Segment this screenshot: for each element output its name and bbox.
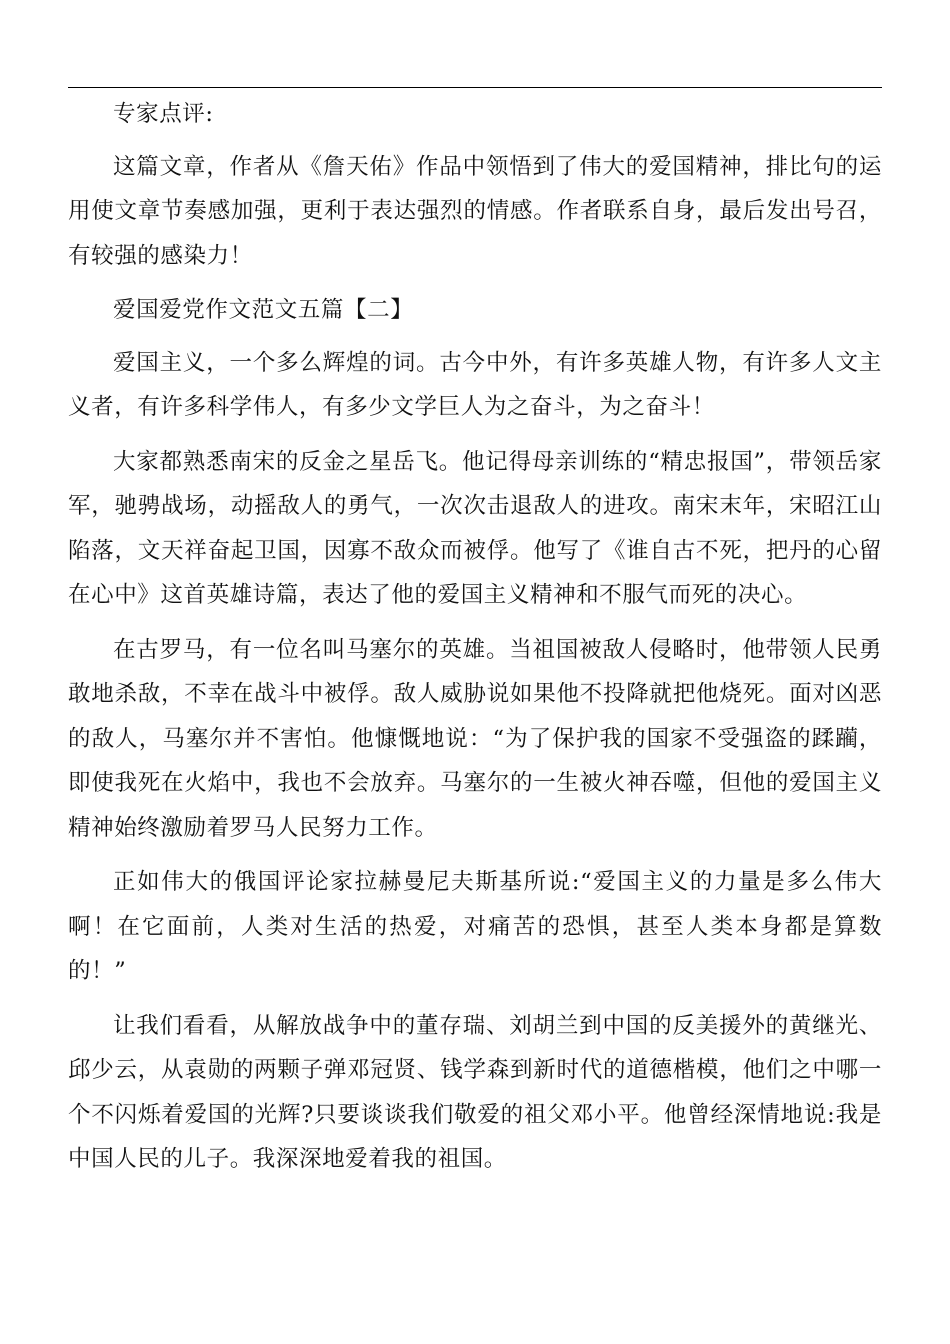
expert-comment-text: 这篇文章，作者从《詹天佑》作品中领悟到了伟大的爱国精神，排比句的运用使文章节奏感加强，更利于表达强烈的情感。作者联系自身，最后发出号召，有较强的感染力！: [68, 153, 882, 269]
header-rule: [68, 87, 882, 88]
document-body: [68, 92, 882, 1192]
paragraph: 让我们看看，从解放战争中的董存瑞、刘胡兰到中国的反美援外的黄继光、邱少云，从袁勋的两颗子弹邓冠贤、钱学森到新时代的道德楷模，他们之中哪一个不闪烁着爱国的光辉?只要谈谈我们敬爱的祖父邓小平。他曾经深情地说:我是中国人民的儿子。我深深地爱着我的祖国。: [68, 1012, 882, 1172]
section-heading: 爱国爱党作文范文五篇【二】: [113, 297, 414, 323]
paragraph: 大家都熟悉南宋的反金之星岳飞。他记得母亲训练的“精忠报国”，带领岳家军，驰骋战场，动摇敌人的勇气，一次次击退敌人的进攻。南宋末年，宋昭江山陷落，文天祥奋起卫国，因寡不敌众而被俘。他写了《谁自古不死，把丹的心留在心中》这首英雄诗篇，表达了他的爱国主义精神和不服气而死的决心。: [68, 448, 882, 608]
paragraph: 正如伟大的俄国评论家拉赫曼尼夫斯基所说:“爱国主义的力量是多么伟大啊！在它面前，人类对生活的热爱，对痛苦的恐惧，甚至人类本身都是算数的！”: [68, 869, 882, 984]
paragraph: 在古罗马，有一位名叫马塞尔的英雄。当祖国被敌人侵略时，他带领人民勇敢地杀敌，不幸在战斗中被俘。敌人威胁说如果他不投降就把他烧死。面对凶恶的敌人，马塞尔并不害怕。他慷慨地说：“为了保护我的国家不受强盗的蹂躏，即使我死在火焰中，我也不会放弃。马塞尔的一生被火神吞噬，但他的爱国主义精神始终激励着罗马人民努力工作。: [68, 636, 882, 841]
paragraph: 爱国主义，一个多么辉煌的词。古今中外，有许多英雄人物，有许多人文主义者，有许多科学伟人，有多少文学巨人为之奋斗，为之奋斗！: [68, 349, 882, 420]
expert-comment-heading: 专家点评:: [113, 101, 214, 127]
